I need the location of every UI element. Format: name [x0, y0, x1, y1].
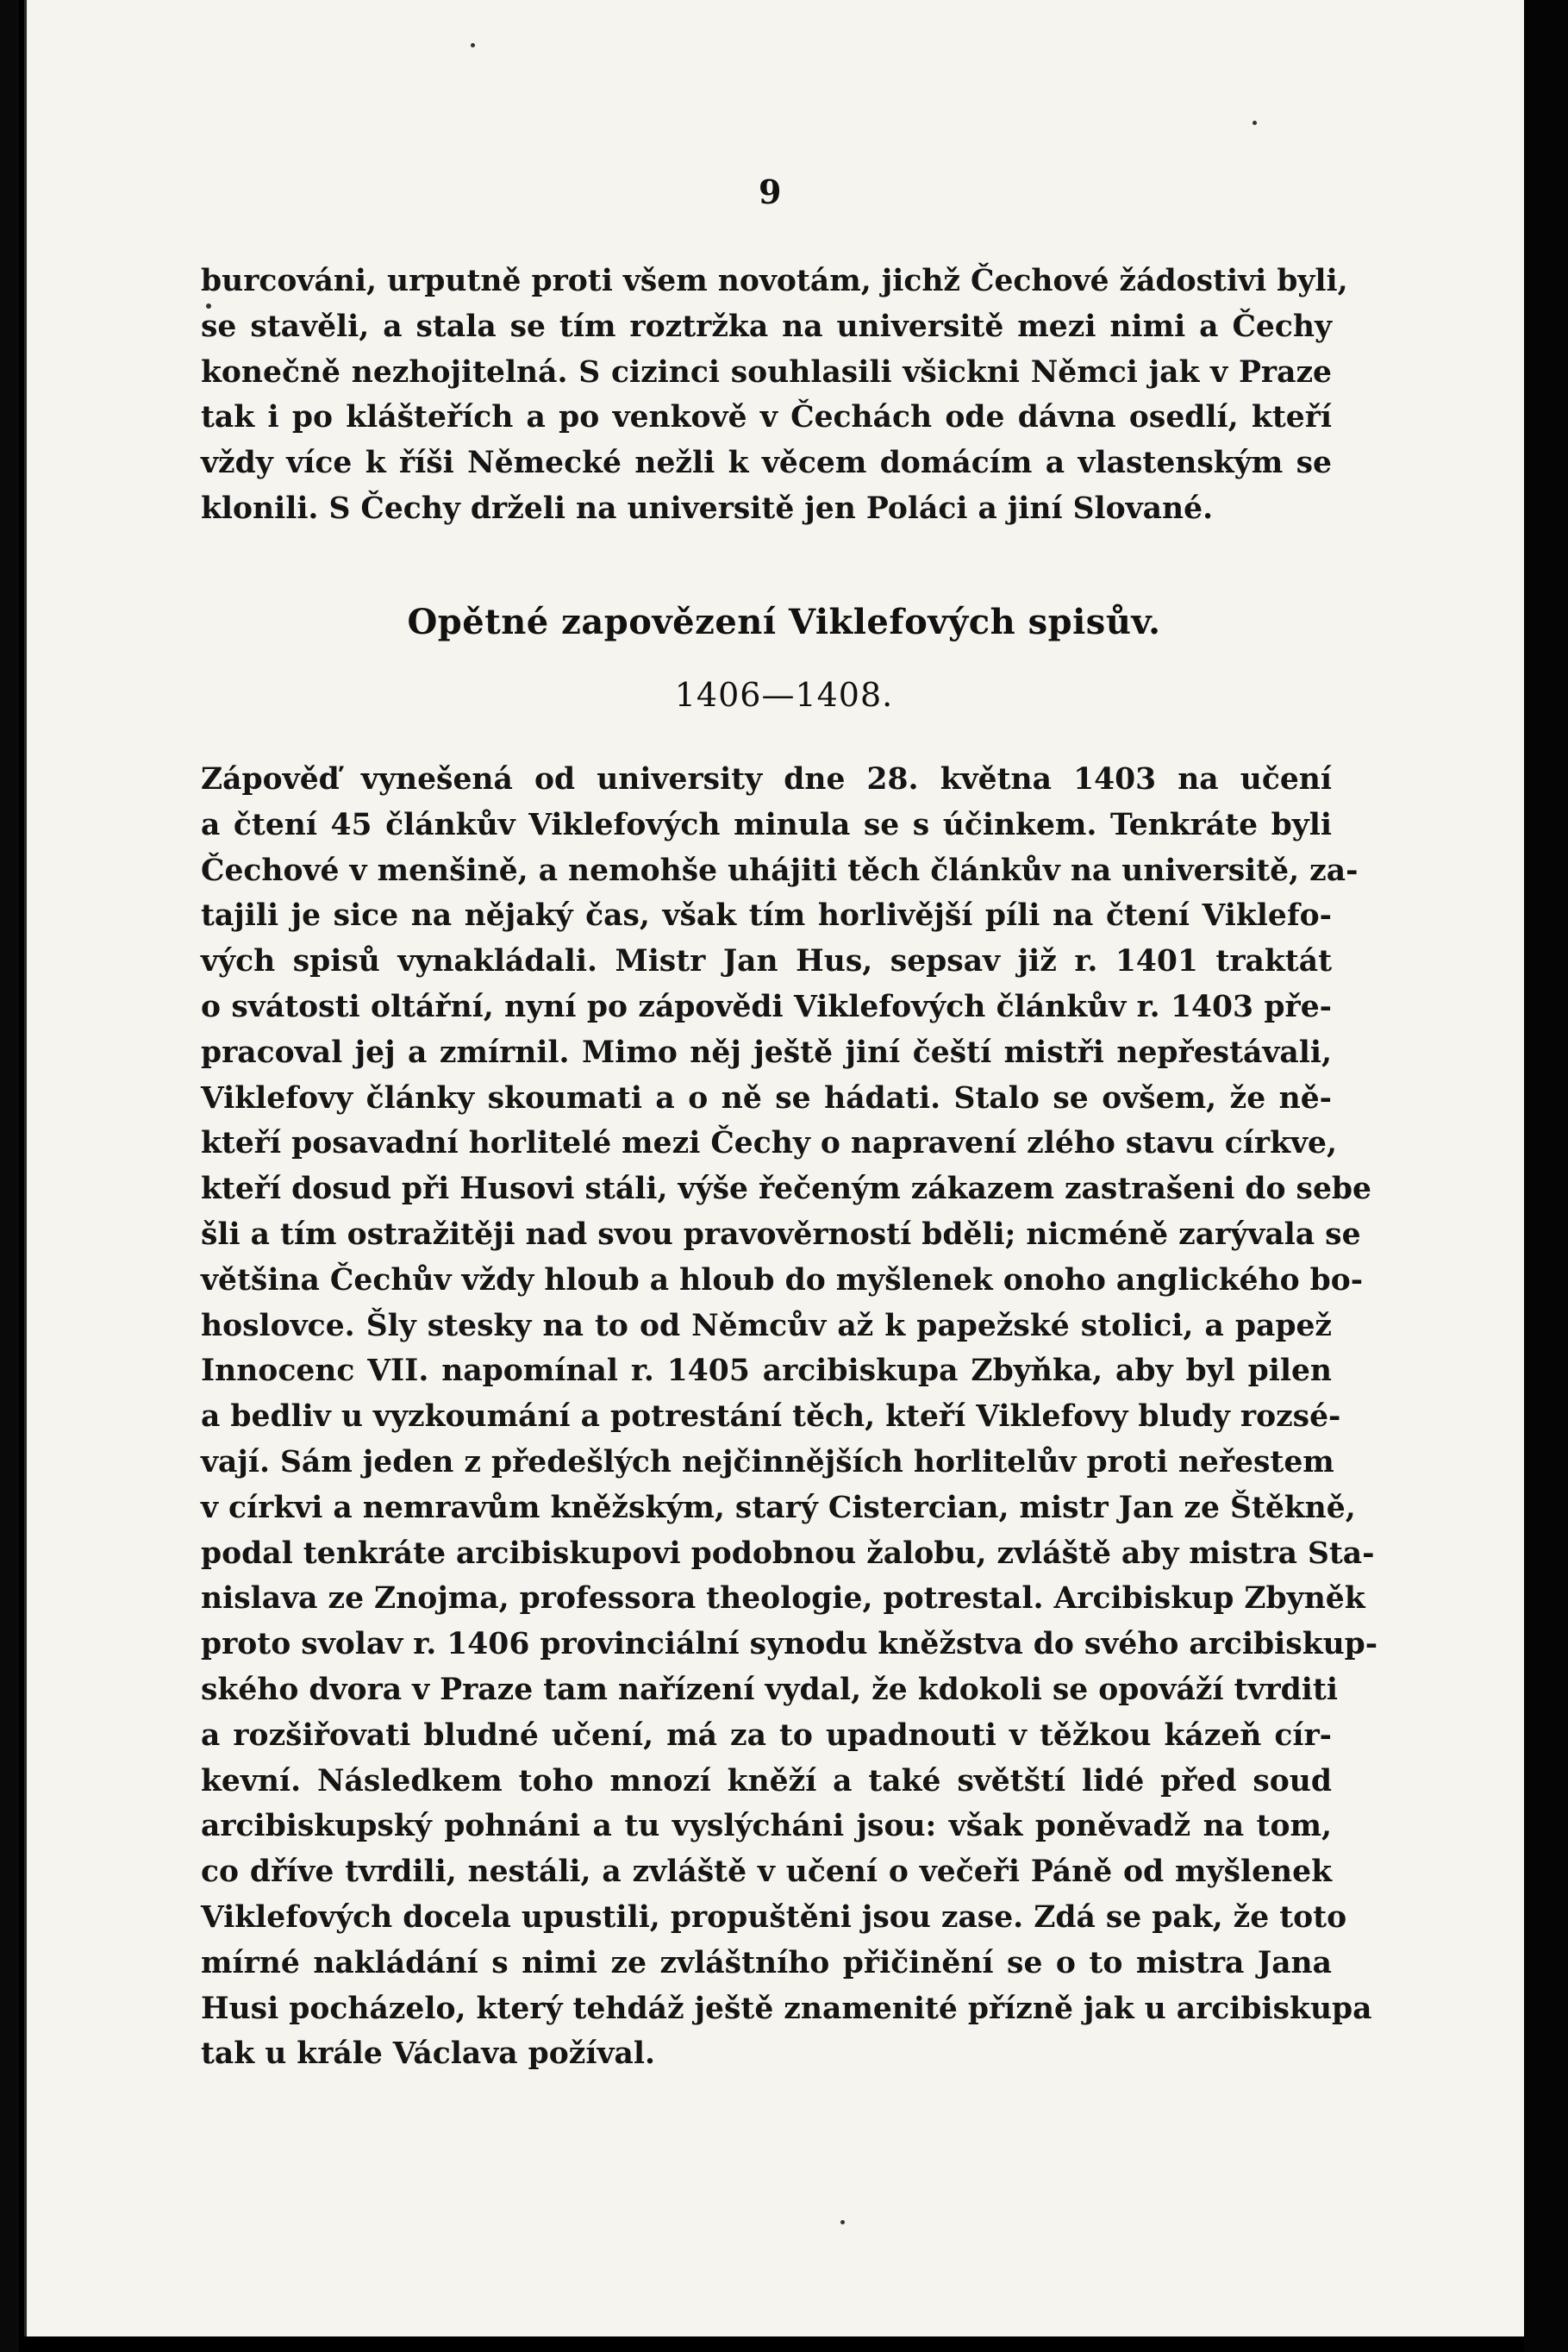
scan-speck — [471, 43, 475, 47]
text-line: o svátosti oltářní, nyní po zápovědi Viklefových článkův r. 1403 pře- — [201, 989, 1332, 1024]
text-line: podal tenkráte arcibiskupovi podobnou žalobu, zvláště aby mistra Sta- — [201, 1536, 1375, 1571]
scan-left-border — [0, 0, 19, 2352]
text-line: Viklefových docela upustili, propuštěni jsou zase. Zdá se pak, že toto — [201, 1899, 1347, 1935]
text-line: vých spisů vynakládali. Mistr Jan Hus, sepsav již r. 1401 traktát — [201, 944, 1332, 979]
text-line: tak i po klášteřích a po venkově v Čechách ode dávna osedlí, kteří — [201, 400, 1332, 435]
text-line: arcibiskupský pohnáni a tu vyslýcháni jsou: však poněvadž na tom, — [201, 1809, 1332, 1844]
text-line: konečně nezhojitelná. S cizinci souhlasili všickni Němci jak v Praze — [201, 354, 1332, 390]
text-line: burcováni, urputně proti všem novotám, jichž Čechové žádostivi byli, — [201, 264, 1348, 298]
text-line: Zápověď vynešená od university dne 28. května 1403 na učení — [201, 762, 1332, 797]
section-heading: Opětné zapovězení Viklefových spisův. — [407, 602, 1161, 642]
text-line: tajili je sice na nějaký čas, však tím horlivější píli na čtení Viklefo- — [201, 898, 1332, 934]
scan-right-border — [1524, 0, 1568, 2352]
text-line: kevní. Následkem toho mnozí kněží a také světští lidé před soud — [201, 1763, 1332, 1798]
section-years: 1406—1408. — [674, 676, 894, 714]
text-line: a čtení 45 článkův Viklefových minula se s účinkem. Tenkráte byli — [201, 807, 1332, 842]
text-line: v církvi a nemravům kněžským, starý Cistercian, mistr Jan ze Štěkně, — [201, 1490, 1356, 1525]
text-line: většina Čechův vždy hloub a hloub do myšlenek onoho anglického bo- — [201, 1262, 1364, 1298]
text-line: kteří dosud při Husovi stáli, výše řečeným zákazem zastrašeni do sebe — [201, 1172, 1371, 1207]
text-line: Čechové v menšině, a nemohše uhájiti těch článkův na universitě, za- — [201, 853, 1359, 888]
text-line: klonili. S Čechy drželi na universitě jen Poláci a jiní Slované. — [201, 491, 1214, 526]
main-paragraph — [201, 757, 1378, 2077]
text-line: vždy více k říši Německé nežli k věcem domácím a vlastenským se — [201, 446, 1332, 481]
text-line: vají. Sám jeden z předešlých nejčinnějších horlitelův proti neřestem — [201, 1444, 1334, 1479]
text-line: šli a tím ostražitěji nad svou pravověrností bděli; nicméně zarývala se — [201, 1217, 1361, 1252]
text-line: mírné nakládání s nimi ze zvláštního přičinění se o to mistra Jana — [201, 1945, 1332, 1980]
text-line: kteří posavadní horlitelé mezi Čechy o napravení zlého stavu církve, — [201, 1126, 1337, 1161]
text-line: a rozšiřovati bludné učení, má za to upadnouti v těžkou kázeň cír- — [201, 1717, 1332, 1753]
text-line: hoslovce. Šly stesky na to od Němcův až k papežské stolici, a papež — [201, 1308, 1332, 1343]
text-line: pracoval jej a zmírnil. Mimo něj ještě jiní čeští mistři nepřestávali, — [201, 1035, 1332, 1070]
text-line: nislava ze Znojma, professora theologie, potrestal. Arcibiskup Zbyněk — [201, 1581, 1365, 1617]
scan-speck — [840, 2220, 845, 2224]
text-line: Innocenc VII. napomínal r. 1405 arcibiskupa Zbyňka, aby byl pilen — [201, 1354, 1332, 1389]
scan-speck — [1253, 121, 1257, 125]
page-number: 9 — [759, 172, 782, 211]
text-line: ského dvora v Praze tam nařízení vydal, že kdokoli se opováží tvrditi — [201, 1672, 1338, 1707]
text-line: proto svolav r. 1406 provinciální synodu kněžstva do svého arcibiskup- — [201, 1627, 1378, 1662]
text-line: se stavěli, a stala se tím roztržka na universitě mezi nimi a Čechy — [201, 309, 1332, 344]
text-line: tak u krále Václava požíval. — [201, 2036, 655, 2072]
intro-paragraph — [201, 259, 1348, 532]
text-line: co dříve tvrdili, nestáli, a zvláště v učení o večeři Páně od myšlenek — [201, 1855, 1332, 1890]
text-line: Husi pocházelo, který tehdáž ještě znamenité přízně jak u arcibiskupa — [201, 1991, 1372, 2026]
text-line: a bedliv u vyzkoumání a potrestání těch, kteří Viklefovy bludy rozsé- — [201, 1399, 1341, 1435]
text-line: Viklefovy články skoumati a o ně se hádati. Stalo se ovšem, že ně- — [201, 1080, 1332, 1116]
